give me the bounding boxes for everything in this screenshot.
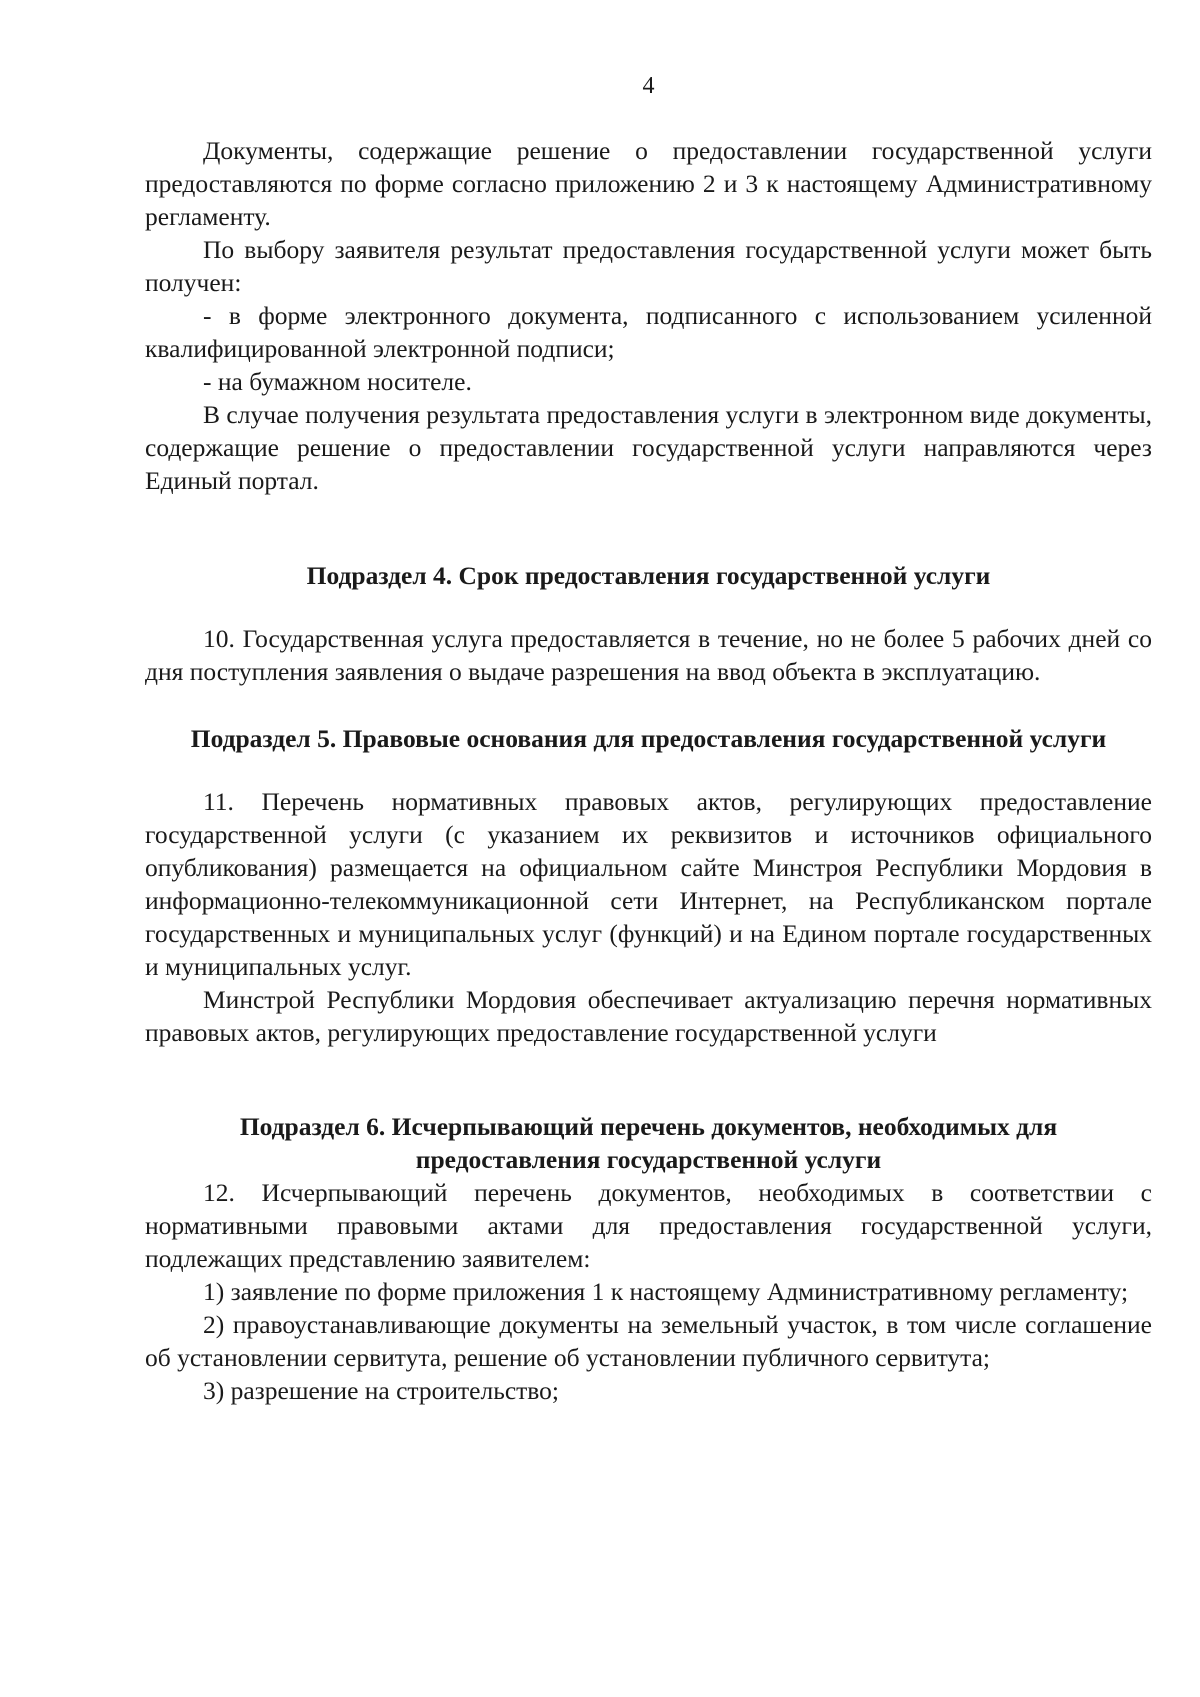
- intro-block: [145, 134, 1152, 497]
- paragraph: По выбору заявителя результат предоставления государственной услуги может быть получен:: [145, 235, 1152, 297]
- section-heading-5: Подраздел 5. Правовые основания для предоставления государственной услуги: [190, 724, 1107, 753]
- paragraph: В случае получения результата предоставления услуги в электронном виде документы, содержащие решение о предоставлении государственной услуги направляются через Единый портал.: [145, 400, 1152, 495]
- list-item: 2) правоустанавливающие документы на земельный участок, в том числе соглашение об установлении сервитута, решение об установлении публичного сервитута;: [145, 1310, 1152, 1372]
- list-item: - в форме электронного документа, подписанного с использованием усиленной квалифицированной электронной подписи;: [145, 301, 1152, 363]
- paragraph: 12. Исчерпывающий перечень документов, необходимых в соответствии с нормативными правовыми актами для предоставления государственной услуги, подлежащих представлению заявителем:: [145, 1178, 1152, 1273]
- section-heading-4: Подраздел 4. Срок предоставления государственной услуги: [306, 561, 991, 590]
- list-item: - на бумажном носителе.: [203, 367, 472, 396]
- paragraph: Документы, содержащие решение о предоставлении государственной услуги предоставляются по форме согласно приложению 2 и 3 к настоящему Административному регламенту.: [145, 136, 1152, 231]
- paragraph: Минстрой Республики Мордовия обеспечивает актуализацию перечня нормативных правовых актов, регулирующих предоставление государственной услуги: [145, 985, 1152, 1047]
- paragraph: 11. Перечень нормативных правовых актов, регулирующих предоставление государственной услуги (с указанием их реквизитов и источников официального опубликования) размещается на официальном сайте Минстроя Республики Мордовия в информационно-телекоммуникационной сети Интернет, на Республиканском портале государственных и муниципальных услуг (функций) и на Едином портале государственных и муниципальных услуг.: [145, 787, 1152, 981]
- list-item: 1) заявление по форме приложения 1 к настоящему Административному регламенту;: [203, 1277, 1129, 1306]
- list-item: 3) разрешение на строительство;: [203, 1376, 560, 1405]
- section-heading-6: Подраздел 6. Исчерпывающий перечень документов, необходимых для предоставления государственной услуги: [239, 1112, 1058, 1174]
- document-page: [145, 72, 1152, 1407]
- page-number: 4: [642, 73, 655, 99]
- paragraph: 10. Государственная услуга предоставляется в течение, но не более 5 рабочих дней со дня поступления заявления о выдаче разрешения на ввод объекта в эксплуатацию.: [145, 624, 1152, 686]
